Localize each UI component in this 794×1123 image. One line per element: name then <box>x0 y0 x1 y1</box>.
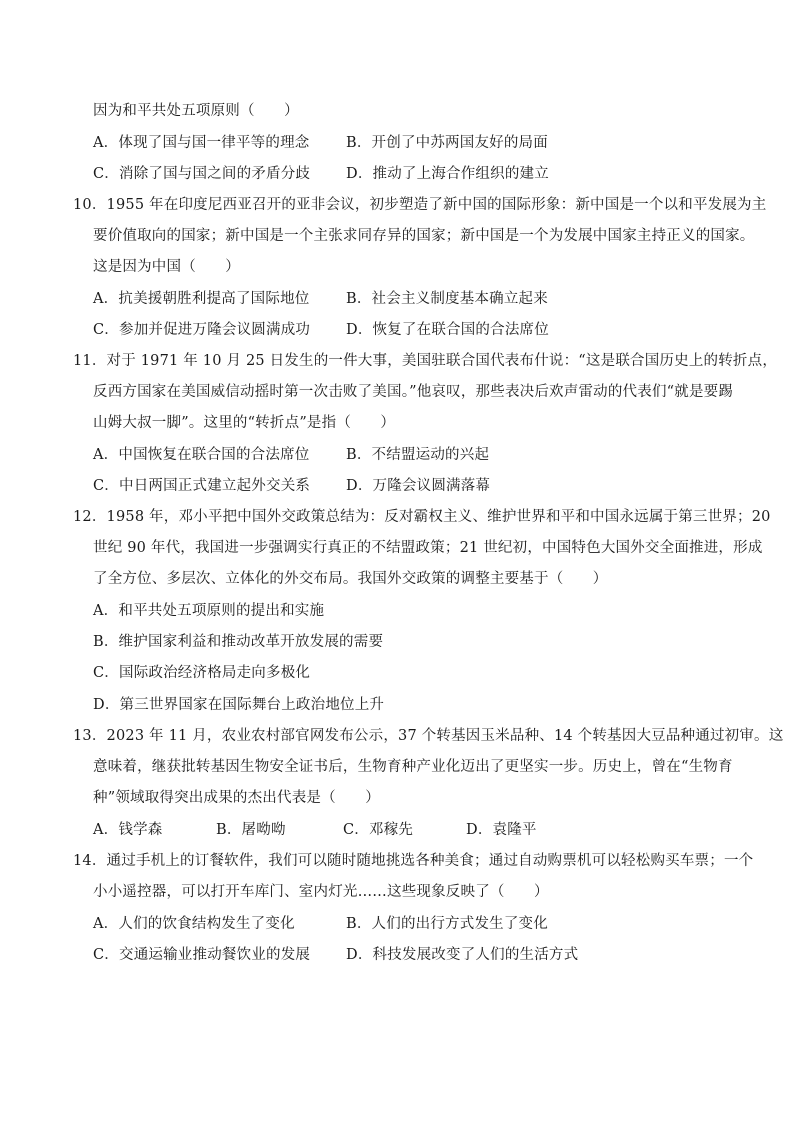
q13-stem-line-1: 13．2023 年 11 月，农业农村部官网发布公示，37 个转基因玉米品种、14 个转基因大豆品种通过初审。这 <box>73 728 784 744</box>
q13-option-b: B．屠呦呦 <box>216 822 286 838</box>
q10-option-b: B．社会主义制度基本确立起来 <box>346 291 548 307</box>
q10-option-c: C．参加并促进万隆会议圆满成功 <box>93 322 311 338</box>
q10-stem-line-2: 要价值取向的国家；新中国是一个主张求同存异的国家；新中国是一个为发展中国家主持正义的国家。 <box>93 228 755 244</box>
q11-option-c: C．中日两国正式建立起外交关系 <box>93 478 311 494</box>
q11-stem-line-2: 反西方国家在美国威信动摇时第一次击败了美国。”他哀叹，那些表决后欢声雷动的代表们“就是要踢 <box>93 384 734 400</box>
q12-stem-line-1: 12．1958 年，邓小平把中国外交政策总结为：反对霸权主义、维护世界和平和中国永远属于第三世界；20 <box>73 509 771 525</box>
q11-stem-line-1: 11．对于 1971 年 10 月 25 日发生的一件大事，美国驻联合国代表布什说：“这是联合国历史上的转折点， <box>73 353 778 369</box>
q9-stem-end: 因为和平共处五项原则（ ） <box>93 103 299 119</box>
q13-option-d: D．袁隆平 <box>466 822 537 838</box>
q13-option-a: A．钱学森 <box>93 822 163 838</box>
q9-option-b: B．开创了中苏两国友好的局面 <box>346 135 548 151</box>
q12-stem-line-3: 了全方位、多层次、立体化的外交布局。我国外交政策的调整主要基于（ ） <box>93 571 608 587</box>
q13-stem-line-3: 种”领域取得突出成果的杰出代表是（ ） <box>93 790 380 806</box>
q10-stem-line-3: 这是因为中国（ ） <box>93 259 240 275</box>
q14-option-d: D．科技发展改变了人们的生活方式 <box>346 947 579 963</box>
q11-option-b: B．不结盟运动的兴起 <box>346 447 490 463</box>
q13-stem-line-2: 意味着，继获批转基因生物安全证书后，生物育种产业化迈出了更坚实一步。历史上，曾在“生物育 <box>93 759 733 775</box>
q9-option-a: A．体现了国与国一律平等的理念 <box>93 135 310 151</box>
q11-option-d: D．万隆会议圆满落幕 <box>346 478 491 494</box>
q14-stem-line-2: 小小遥控器，可以打开车库门、室内灯光……这些现象反映了（ ） <box>93 884 549 900</box>
q12-option-c: C．国际政治经济格局走向多极化 <box>93 665 311 681</box>
q12-option-d: D．第三世界国家在国际舞台上政治地位上升 <box>93 697 385 713</box>
q11-option-a: A．中国恢复在联合国的合法席位 <box>93 447 310 463</box>
q12-option-b: B．维护国家利益和推动改革开放发展的需要 <box>93 634 384 650</box>
q14-option-b: B．人们的出行方式发生了变化 <box>346 916 548 932</box>
q9-option-c: C．消除了国与国之间的矛盾分歧 <box>93 166 311 182</box>
q14-stem-line-1: 14．通过手机上的订餐软件，我们可以随时随地挑选各种美食；通过自动购票机可以轻松购买车票；一个 <box>73 853 754 869</box>
q10-option-d: D．恢复了在联合国的合法席位 <box>346 322 549 338</box>
q12-stem-line-2: 世纪 90 年代，我国进一步强调实行真正的不结盟政策；21 世纪初，中国特色大国外交全面推进，形成 <box>93 540 763 556</box>
q10-option-a: A．抗美援朝胜利提高了国际地位 <box>93 291 310 307</box>
q13-option-c: C．邓稼先 <box>343 822 414 838</box>
q14-option-c: C．交通运输业推动餐饮业的发展 <box>93 947 311 963</box>
q14-option-a: A．人们的饮食结构发生了变化 <box>93 916 295 932</box>
q11-stem-line-3: 山姆大叔一脚”。这里的“转折点”是指（ ） <box>93 415 396 431</box>
q10-stem-line-1: 10．1955 年在印度尼西亚召开的亚非会议，初步塑造了新中国的国际形象：新中国是一个以和平发展为主 <box>73 197 767 213</box>
q9-option-d: D．推动了上海合作组织的建立 <box>346 166 549 182</box>
q12-option-a: A．和平共处五项原则的提出和实施 <box>93 603 325 619</box>
